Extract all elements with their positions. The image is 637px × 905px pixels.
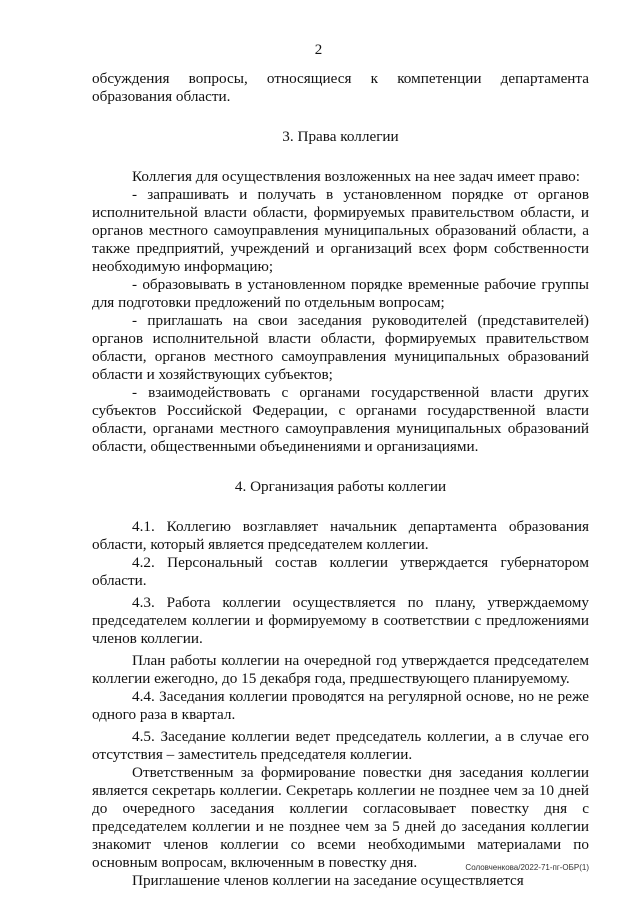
document-body — [92, 70, 589, 890]
paragraph: Приглашение членов коллегии на заседание осуществляется — [132, 872, 524, 889]
list-item: - запрашивать и получать в установленном порядке от органов исполнительной власти области, формируемых правительством области, и органов местного самоуправления муниципальных образований области, а также предприятий, учреждений и организаций всех форм собственности необходимую информацию; — [92, 186, 589, 275]
paragraph: 4.2. Персональный состав коллегии утверждается губернатором области. — [92, 554, 589, 589]
paragraph: 4.5. Заседание коллегии ведет председатель коллегии, а в случае его отсутствия – заместитель председателя коллегии. — [92, 728, 589, 763]
paragraph: 4.4. Заседания коллегии проводятся на регулярной основе, но не реже одного раза в квартал. — [92, 688, 589, 723]
paragraph: План работы коллегии на очередной год утверждается председателем коллегии ежегодно, до 15 декабря года, предшествующего планируемому. — [92, 652, 589, 687]
paragraph: 4.3. Работа коллегии осуществляется по плану, утверждаемому председателем коллегии и формируемому в соответствии с предложениями членов коллегии. — [92, 594, 589, 647]
list-item: - приглашать на свои заседания руководителей (представителей) органов исполнительной власти области, формируемых правительством области, органов местного самоуправления муниципальных образований области и хозяйствующих субъектов; — [92, 312, 589, 383]
paragraph: 4.1. Коллегию возглавляет начальник департамента образования области, который является председателем коллегии. — [92, 518, 589, 553]
document-footer-code: Соловченкова/2022-71-пг-ОБР(1) — [465, 863, 589, 872]
list-item: - взаимодействовать с органами государственной власти других субъектов Российской Федерации, с органами государственной власти области, органами местного самоуправления муниципальных образований области, общественными объединениями и организациями. — [92, 384, 589, 455]
list-item: - образовывать в установленном порядке временные рабочие группы для подготовки предложений по отдельным вопросам; — [92, 276, 589, 311]
paragraph: обсуждения вопросы, относящиеся к компетенции департамента образования области. — [92, 70, 589, 105]
page-number: 2 — [314, 42, 323, 58]
section-heading-4: 4. Организация работы коллегии — [234, 478, 447, 495]
section-heading-3: 3. Права коллегии — [282, 128, 399, 145]
paragraph: Ответственным за формирование повестки дня заседания коллегии является секретарь коллегии. Секретарь коллегии не позднее чем за 10 дней до очередного заседания коллегии согласовывает повестку дня с председателем коллегии и не позднее чем за 5 дней до заседания коллегии знакомит членов коллегии со всеми необходимыми материалами по основным вопросам, включенным в повестку дня. — [92, 764, 589, 871]
paragraph: Коллегия для осуществления возложенных на нее задач имеет право: — [132, 168, 580, 185]
